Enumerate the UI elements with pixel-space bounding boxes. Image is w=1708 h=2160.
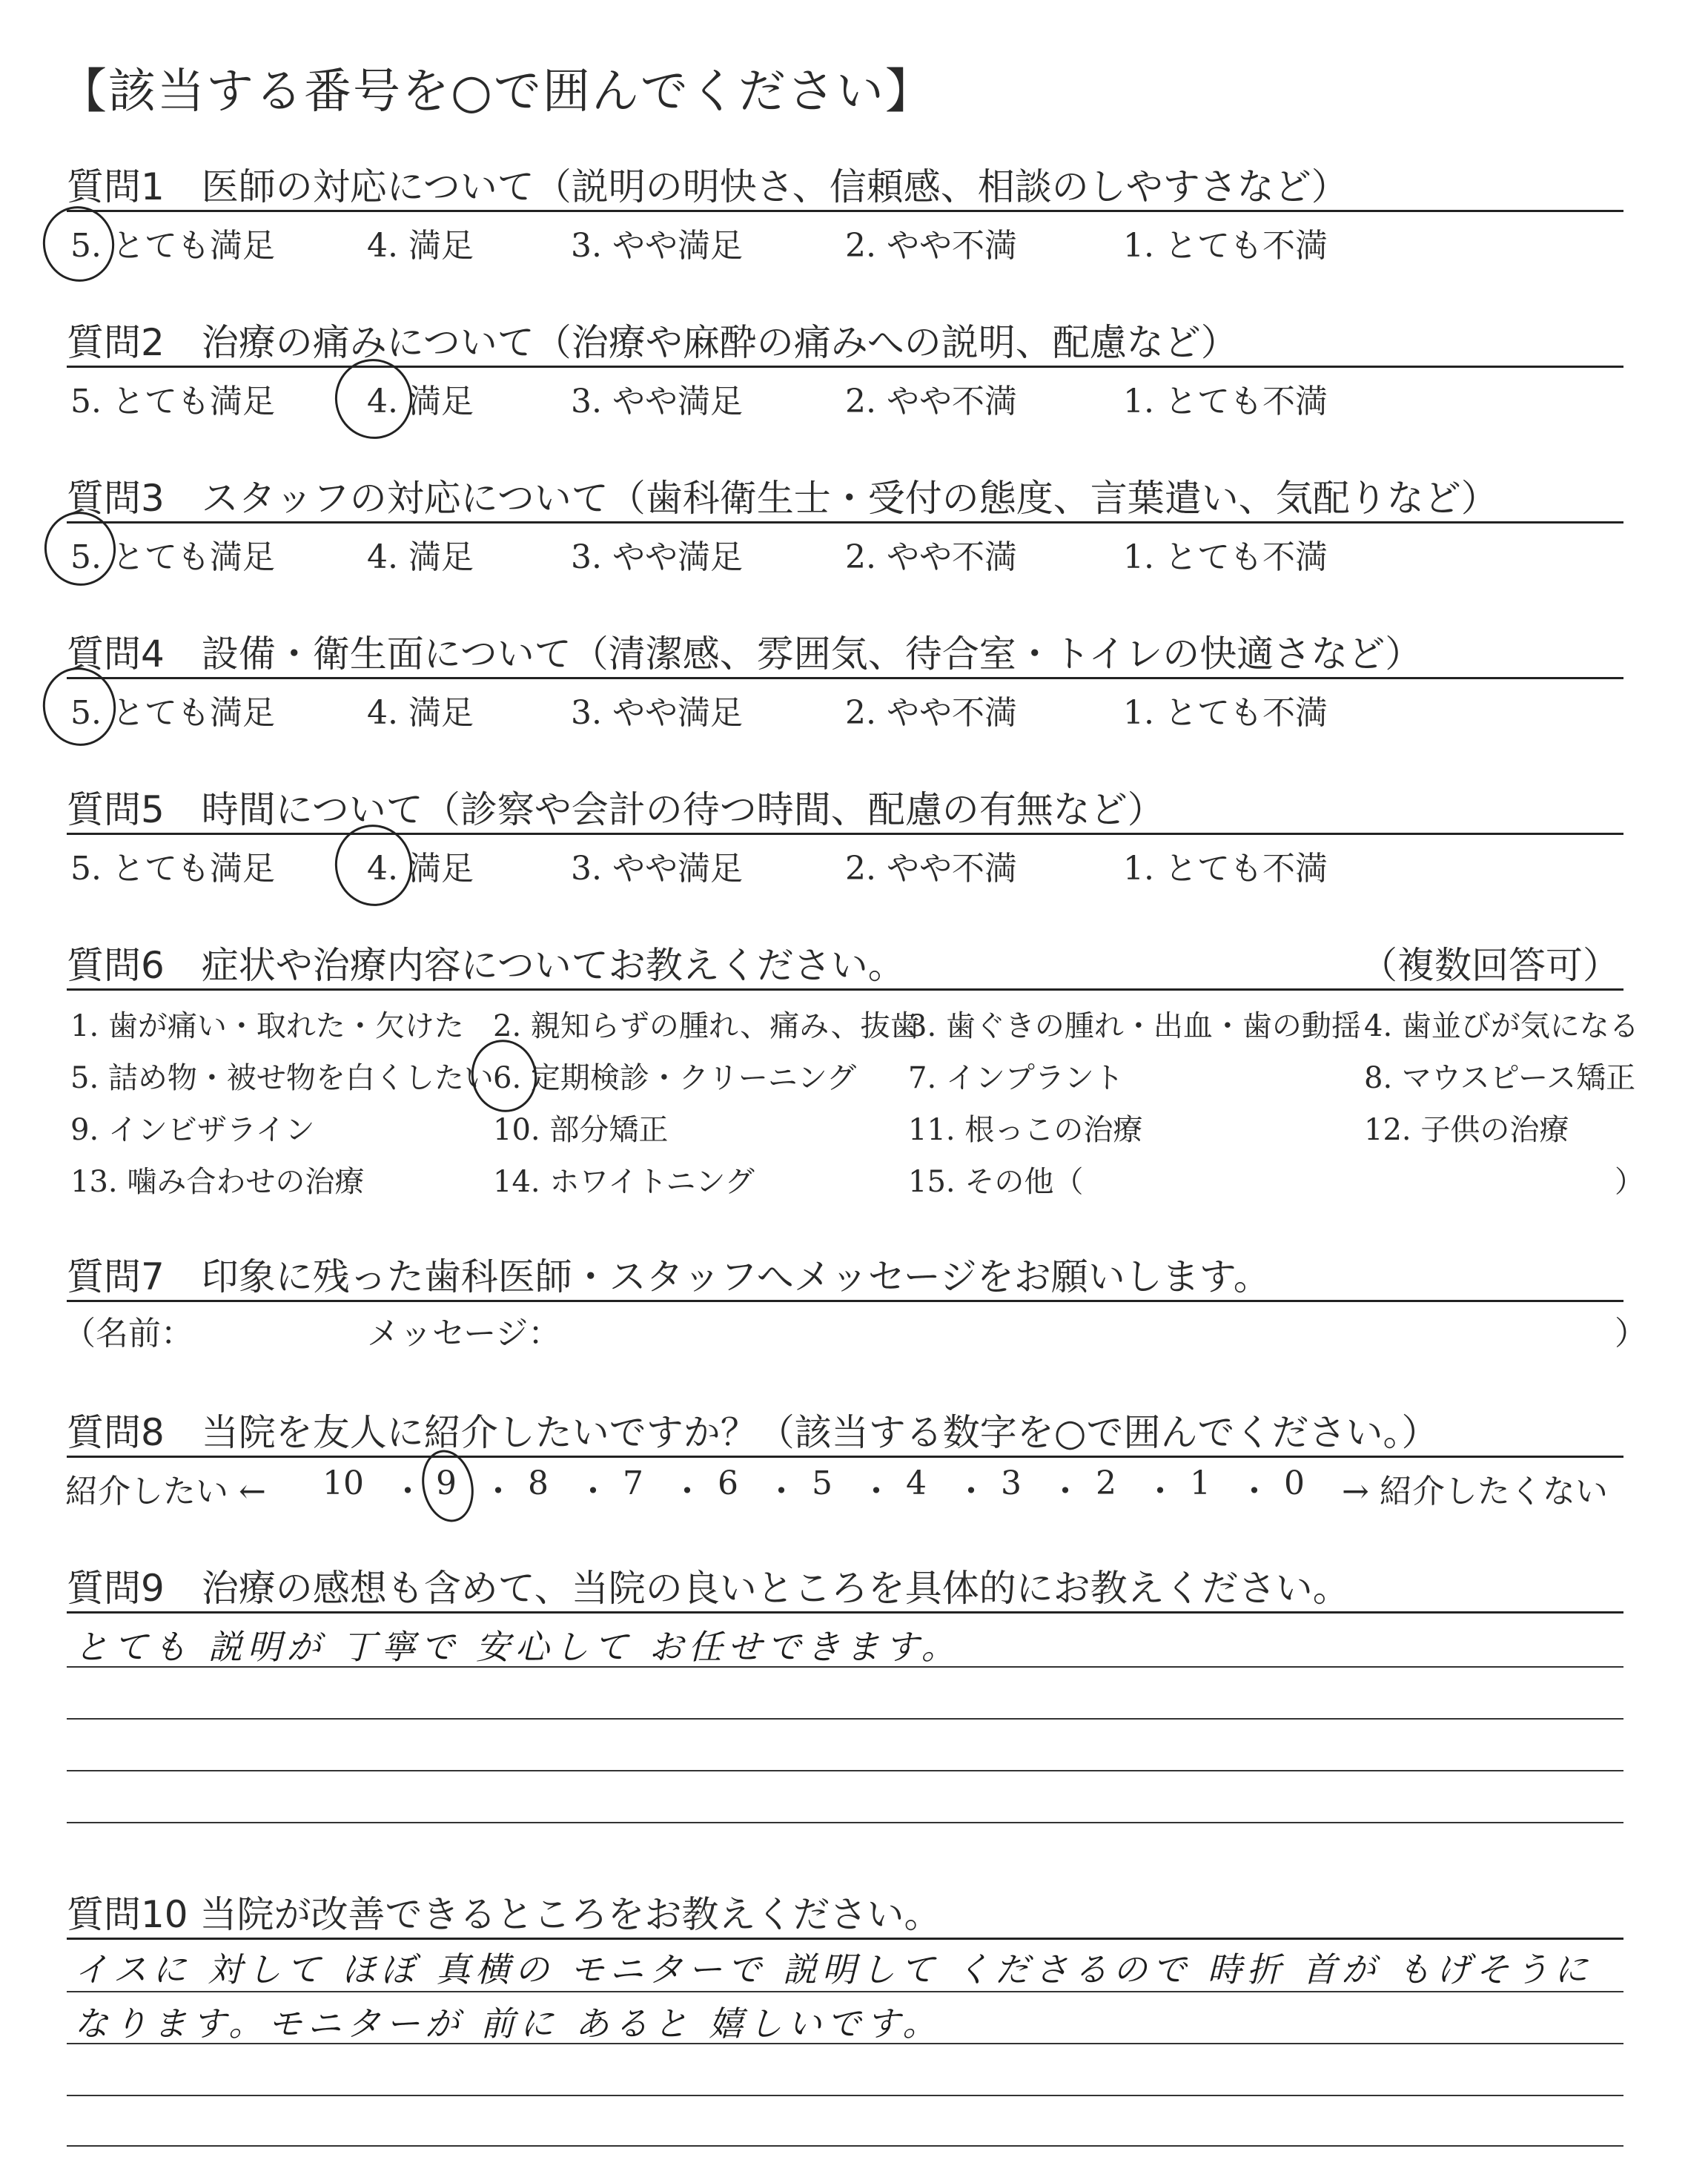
q3-option-3[interactable]: 3. やや満足 (571, 538, 743, 576)
q6-option-12[interactable]: 12. 子供の治療 (1364, 1113, 1569, 1147)
q9-write-line (67, 1770, 1623, 1771)
q1-option-5[interactable]: 5. とても満足 (70, 227, 275, 265)
q4-option-4[interactable]: 4. 満足 (367, 694, 474, 732)
q4-divider (67, 677, 1623, 679)
q3-divider (67, 521, 1623, 524)
q4-option-3[interactable]: 3. やや満足 (571, 694, 743, 732)
q6-option-9[interactable]: 9. インビザライン (70, 1113, 315, 1147)
q4-option-1[interactable]: 1. とても不満 (1123, 694, 1328, 732)
q2-divider (67, 366, 1623, 368)
q10-write-line (67, 2145, 1623, 2147)
q1-option-4[interactable]: 4. 満足 (367, 227, 474, 265)
q6-multiple-note: （複数回答可） (1360, 944, 1620, 987)
q6-option-7[interactable]: 7. インプラント (908, 1061, 1124, 1095)
q8-scale-dot: ・ (955, 1473, 987, 1510)
q9-write-line (67, 1822, 1623, 1823)
q8-scale-8[interactable]: 8 (528, 1464, 549, 1502)
q8-scale-dot: ・ (391, 1473, 424, 1510)
q2-option-2[interactable]: 2. やや不満 (845, 383, 1017, 420)
q8-scale-dot: ・ (860, 1473, 893, 1510)
q8-scale-dot: ・ (1238, 1473, 1271, 1510)
q8-scale-dot: ・ (765, 1473, 798, 1510)
q9-handwritten-answer[interactable]: とても 説明が 丁寧で 安心して お任せできます。 (74, 1627, 961, 1667)
q8-scale-4[interactable]: 4 (906, 1464, 927, 1502)
q1-selection-circle (36, 199, 121, 288)
q6-heading: 質問6 症状や治療内容についてお教えください。 (67, 944, 905, 987)
q1-option-2[interactable]: 2. やや不満 (845, 227, 1017, 265)
q9-heading: 質問9 治療の感想も含めて、当院の良いところを具体的にお教えください。 (67, 1567, 1350, 1610)
q2-option-3[interactable]: 3. やや満足 (571, 383, 743, 420)
q8-scale-6[interactable]: 6 (718, 1464, 738, 1502)
q5-option-3[interactable]: 3. やや満足 (571, 850, 743, 888)
q6-option-11[interactable]: 11. 根っこの治療 (908, 1113, 1143, 1147)
q8-scale-dot: ・ (1144, 1473, 1176, 1510)
q8-scale-0[interactable]: 0 (1284, 1464, 1305, 1502)
q1-option-3[interactable]: 3. やや満足 (571, 227, 743, 265)
q4-option-5[interactable]: 5. とても満足 (70, 694, 275, 732)
q10-handwritten-answer-line-1[interactable]: イスに 対して ほぼ 真横の モニターで 説明して くださるので 時折 首が もげそうに (74, 1949, 1594, 1989)
q7-divider (67, 1300, 1623, 1302)
q10-write-line (67, 2095, 1623, 2096)
q8-scale-9[interactable]: 9 (436, 1464, 457, 1502)
q3-option-5[interactable]: 5. とても満足 (70, 538, 275, 576)
q6-option-13[interactable]: 13. 噛み合わせの治療 (70, 1165, 365, 1199)
q8-scale-2[interactable]: 2 (1096, 1464, 1116, 1502)
q6-option-8[interactable]: 8. マウスピース矯正 (1364, 1061, 1636, 1095)
q10-write-line (67, 2043, 1623, 2044)
q7-heading: 質問7 印象に残った歯科医師・スタッフへメッセージをお願いします。 (67, 1255, 1271, 1298)
q4-heading: 質問4 設備・衛生面について（清潔感、雰囲気、待合室・トイレの快適さなど） (67, 633, 1423, 676)
q8-scale-dot: ・ (671, 1473, 704, 1510)
q6-option-5[interactable]: 5. 詰め物・被せ物を白くしたい (70, 1061, 494, 1095)
q5-option-2[interactable]: 2. やや不満 (845, 850, 1017, 888)
q10-handwritten-answer-line-2[interactable]: なります。モニターが 前に あると 嬉しいです。 (74, 2004, 942, 2044)
q8-scale-5[interactable]: 5 (812, 1464, 833, 1502)
q1-heading: 質問1 医師の対応について（説明の明快さ、信頼感、相談のしやすさなど） (67, 165, 1348, 208)
q2-option-4[interactable]: 4. 満足 (367, 383, 474, 420)
q9-write-line (67, 1666, 1623, 1668)
q2-option-1[interactable]: 1. とても不満 (1123, 383, 1328, 420)
q6-option-4[interactable]: 4. 歯並びが気になる (1364, 1009, 1639, 1043)
q10-write-line (67, 1991, 1623, 1992)
q2-option-5[interactable]: 5. とても満足 (70, 383, 275, 420)
q6-option-3[interactable]: 3. 歯ぐきの腫れ・出血・歯の動揺 (908, 1009, 1361, 1043)
q7-message-label: メッセージ： (367, 1315, 561, 1353)
q5-heading: 質問5 時間について（診察や会計の待つ時間、配慮の有無など） (67, 788, 1165, 831)
q6-other-close-paren: ） (1615, 1165, 1644, 1199)
q6-option-6[interactable]: 6. 定期検診・クリーニング (493, 1061, 857, 1095)
q6-option-10[interactable]: 10. 部分矯正 (493, 1113, 669, 1147)
q3-option-1[interactable]: 1. とても不満 (1123, 538, 1328, 576)
q10-divider (67, 1938, 1623, 1940)
q1-divider (67, 210, 1623, 212)
q5-option-1[interactable]: 1. とても不満 (1123, 850, 1328, 888)
q5-option-4[interactable]: 4. 満足 (367, 850, 474, 888)
q2-heading: 質問2 治療の痛みについて（治療や麻酔の痛みへの説明、配慮など） (67, 321, 1238, 364)
q6-option-14[interactable]: 14. ホワイトニング (493, 1165, 755, 1199)
q9-divider (67, 1611, 1623, 1614)
q5-divider (67, 833, 1623, 835)
q3-heading: 質問3 スタッフの対応について（歯科衛生士・受付の態度、言葉遣い、気配りなど） (67, 477, 1498, 520)
q6-divider (67, 988, 1623, 991)
q8-heading: 質問8 当院を友人に紹介したいですか？（該当する数字を○で囲んでください。） (67, 1411, 1439, 1454)
q9-write-line (67, 1718, 1623, 1720)
q8-scale-3[interactable]: 3 (1001, 1464, 1022, 1502)
q8-scale-dot: ・ (482, 1473, 514, 1510)
q1-option-1[interactable]: 1. とても不満 (1123, 227, 1328, 265)
q8-scale-dot: ・ (1049, 1473, 1082, 1510)
q6-option-2[interactable]: 2. 親知らずの腫れ、痛み、抜歯 (493, 1009, 920, 1043)
q8-scale-dot: ・ (577, 1473, 609, 1510)
q10-heading: 質問10 当院が改善できるところをお教えください。 (67, 1893, 941, 1936)
page-title: 【該当する番号を○で囲んでください】 (59, 65, 934, 119)
q7-name-label: （名前： (63, 1315, 193, 1353)
q4-option-2[interactable]: 2. やや不満 (845, 694, 1017, 732)
q3-option-4[interactable]: 4. 満足 (367, 538, 474, 576)
q8-scale-10[interactable]: 10 (322, 1464, 364, 1502)
q6-option-1[interactable]: 1. 歯が痛い・取れた・欠けた (70, 1009, 464, 1043)
q8-right-label: → 紹介したくない (1342, 1473, 1608, 1510)
q5-option-5[interactable]: 5. とても満足 (70, 850, 275, 888)
q3-option-2[interactable]: 2. やや不満 (845, 538, 1017, 576)
q6-selection-circle (465, 1034, 543, 1118)
q7-close-paren: ） (1615, 1315, 1647, 1353)
q8-divider (67, 1456, 1623, 1458)
q6-option-15[interactable]: 15. その他（ (908, 1165, 1084, 1199)
q8-left-label: 紹介したい ← (65, 1473, 266, 1510)
q8-scale-1[interactable]: 1 (1190, 1464, 1211, 1502)
q8-scale-7[interactable]: 7 (623, 1464, 643, 1502)
